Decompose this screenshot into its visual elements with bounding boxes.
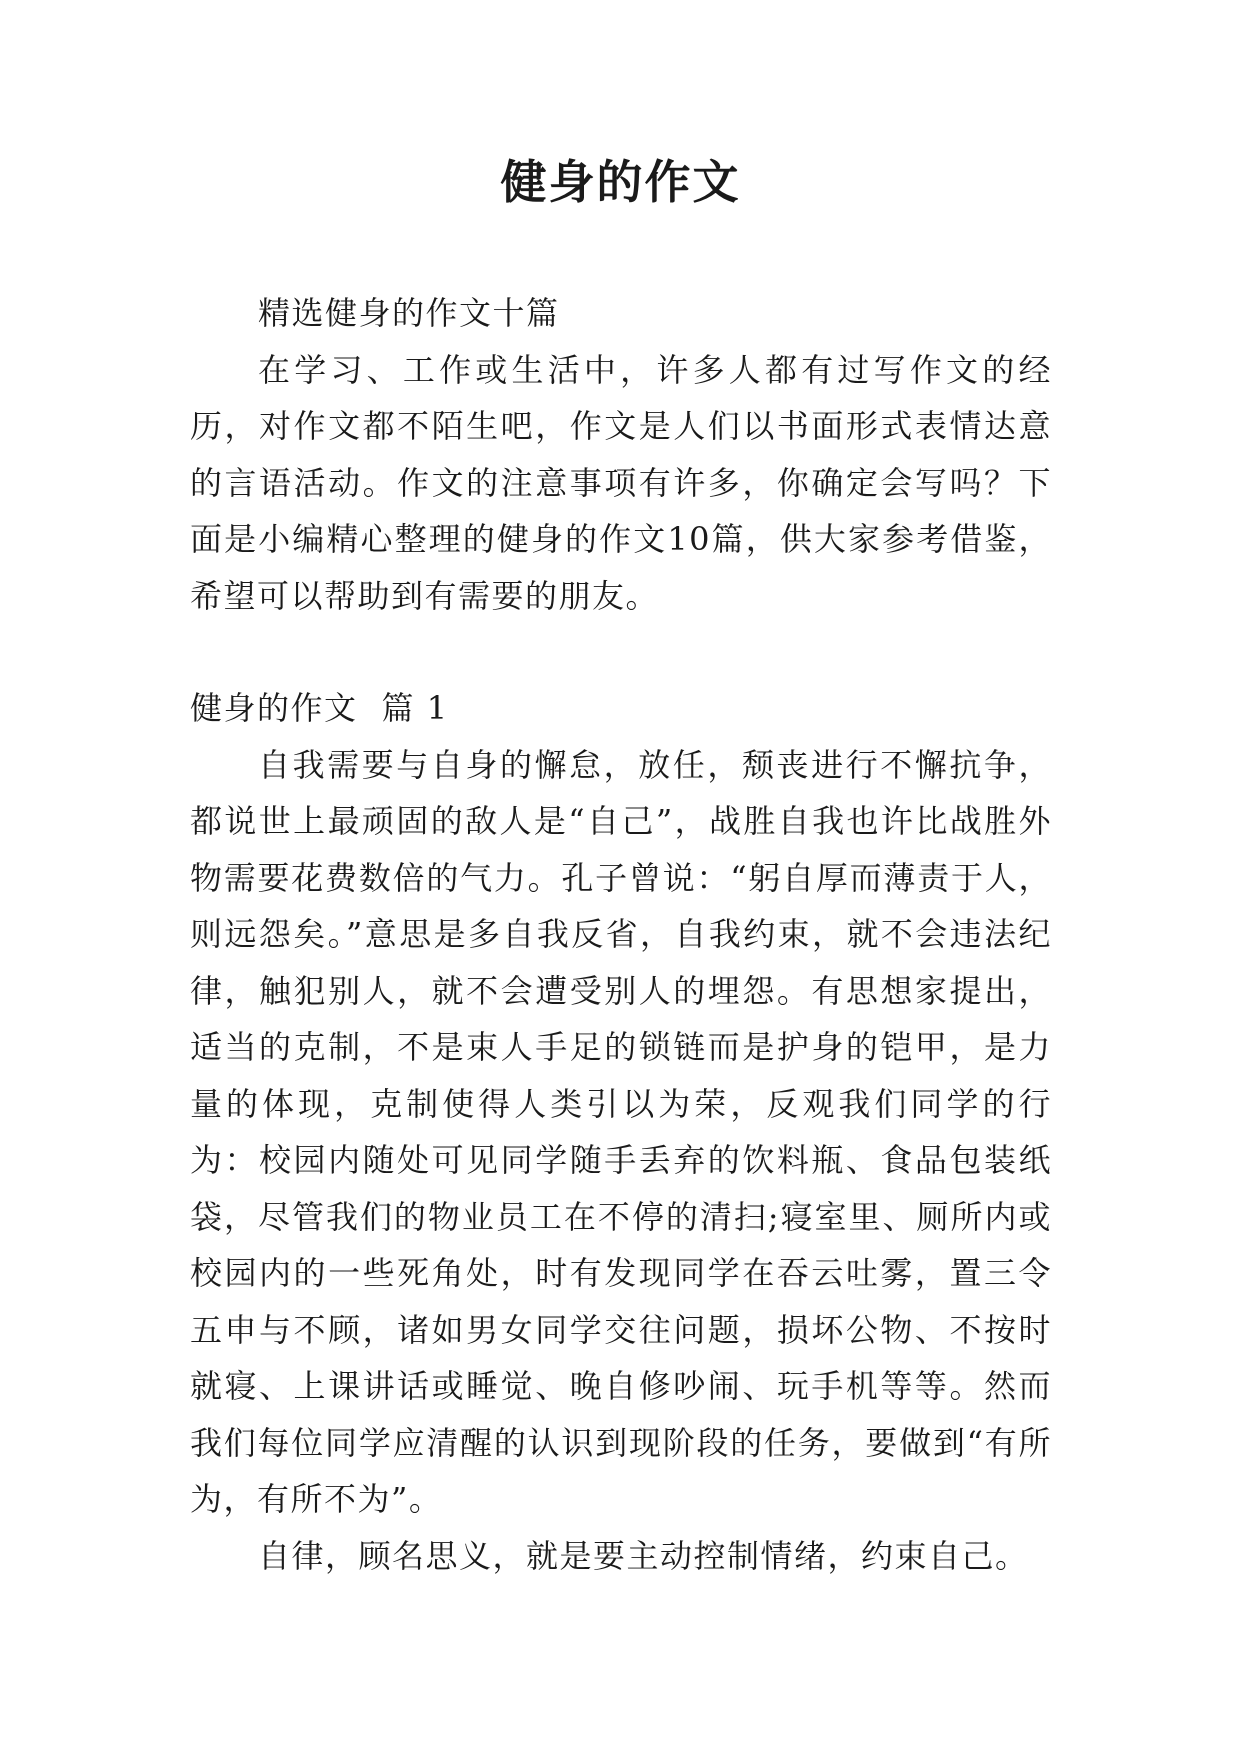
section-heading — [190, 680, 1052, 737]
document-subtitle: 精选健身的作文十篇 — [258, 294, 560, 332]
body-paragraph: 自我需要与自身的懈怠，放任，颓丧进行不懈抗争，都说世上最顽固的敌人是“自己”，战胜自我也许比战胜外物需要花费数倍的气力。孔子曾说：“躬自厚而薄责于人，则远怨矣。”意思是多自我反省，自我约束，就不会违法纪律，触犯别人，就不会遭受别人的埋怨。有思想家提出，适当的克制，不是束人手足的锁链而是护身的铠甲，是力量的体现，克制使得人类引以为荣，反观我们同学的行为：校园内随处可见同学随手丢弃的饮料瓶、食品包装纸袋，尽管我们的物业员工在不停的清扫;寝室里、厕所内或校园内的一些死角处，时有发现同学在吞云吐雾，置三令五申与不顾，诸如男女同学交往问题，损坏公物、不按时就寝、上课讲话或睡觉、晚自修吵闹、玩手机等等。然而我们每位同学应清醒的认识到现阶段的任务，要做到“有所为，有所不为”。 — [190, 745, 1052, 1518]
page-title: 健身的作文 — [500, 155, 741, 209]
section-heading-number: 篇 1 — [381, 689, 449, 727]
body-paragraph: 自律，顾名思义，就是要主动控制情绪，约束自己。 — [258, 1536, 1029, 1575]
section-heading-title: 健身的作文 — [190, 689, 358, 727]
intro-paragraph: 在学习、工作或生活中，许多人都有过写作文的经历，对作文都不陌生吧，作文是人们以书面形式表情达意的言语活动。作文的注意事项有许多，你确定会写吗？下面是小编精心整理的健身的作文10篇，供大家参考借鉴，希望可以帮助到有需要的朋友。 — [190, 350, 1052, 615]
document-body — [190, 285, 1052, 1584]
